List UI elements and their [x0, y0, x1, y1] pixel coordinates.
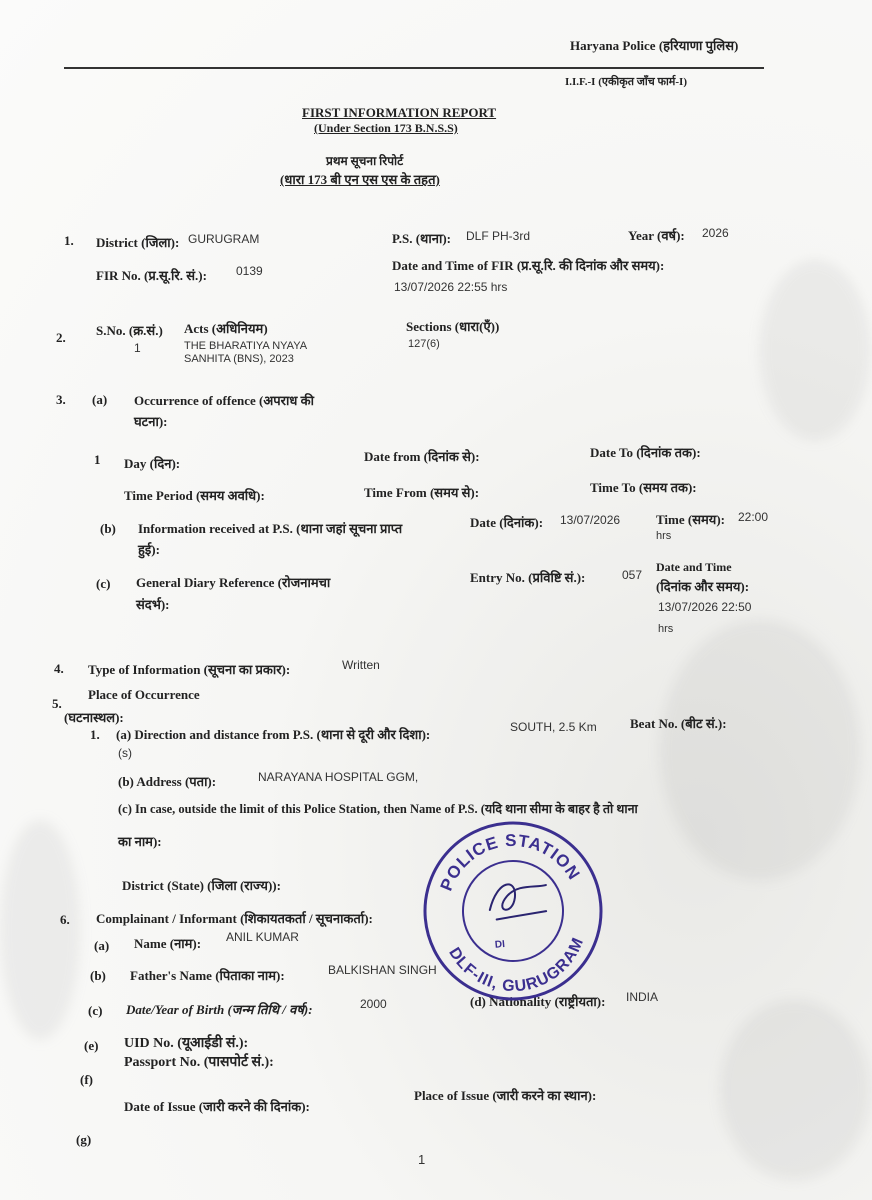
occurrence-label-cont: घटना):	[134, 414, 168, 429]
place-of-occurrence-label-cont: (घटनास्थल):	[64, 710, 124, 725]
date-of-issue-label: Date of Issue (जारी करने की दिनांक):	[124, 1099, 310, 1114]
section-number: 4.	[54, 661, 64, 676]
section-number: 6.	[60, 912, 70, 927]
section-number: 2.	[56, 330, 66, 345]
date-from-label: Date from (दिनांक से):	[364, 449, 480, 464]
act-name-line2: SANHITA (BNS), 2023	[184, 353, 294, 365]
info-date-label: Date (दिनांक):	[470, 515, 544, 530]
time-period-label: Time Period (समय अवधि):	[124, 488, 265, 503]
address-value: NARAYANA HOSPITAL GGM,	[258, 770, 419, 784]
sub-index: (b)	[100, 521, 116, 536]
row-index: 1.	[90, 727, 100, 742]
direction-label: (a) Direction and distance from P.S. (थाना से दूरी और दिशा):	[116, 727, 431, 742]
svg-text:DLF-III, GURUGRAM: DLF-III, GURUGRAM	[445, 934, 588, 996]
act-name-line1: THE BHARATIYA NYAYA	[184, 340, 308, 352]
ps-label: P.S. (थाना):	[392, 231, 451, 246]
date-to-label: Date To (दिनांक तक):	[590, 445, 701, 460]
fir-datetime-label: Date and Time of FIR (प्र.सू.रि. की दिनांक और समय):	[392, 258, 665, 273]
sub-index: (b)	[90, 968, 106, 983]
name-label: Name (नाम):	[134, 936, 202, 951]
info-date-value: 13/07/2026	[560, 513, 621, 527]
paper-scuff	[720, 1000, 870, 1180]
info-time-value: 22:00	[738, 510, 769, 524]
gd-reference-label-cont: संदर्भ):	[136, 597, 170, 612]
place-of-issue-label: Place of Issue (जारी करने का स्थान):	[414, 1088, 597, 1103]
sno-header: S.No. (क्र.सं.)	[96, 323, 163, 338]
dob-label: Date/Year of Birth (जन्म तिथि / वर्ष):	[126, 1002, 313, 1017]
gd-datetime-value: 13/07/2026 22:50	[658, 600, 752, 614]
section-number: 5.	[52, 696, 62, 711]
info-received-label: Information received at P.S. (थाना जहां सूचना प्राप्त	[138, 521, 403, 536]
svg-text:POLICE STATION: POLICE STATION	[436, 830, 584, 894]
outside-ps-label-cont: का नाम):	[118, 834, 162, 849]
sub-index: (g)	[76, 1132, 92, 1147]
nationality-label: (d) Nationality (राष्ट्रीयता):	[470, 994, 606, 1009]
acts-header: Acts (अधिनियम)	[184, 321, 268, 336]
section-number: 1.	[64, 233, 74, 248]
section-value: 127(6)	[408, 338, 440, 350]
sub-index: (c)	[96, 576, 111, 591]
gd-datetime-label-cont: (दिनांक और समय):	[656, 579, 750, 594]
sub-index: (a)	[94, 938, 110, 953]
header-rule	[64, 67, 764, 69]
place-of-occurrence-label: Place of Occurrence	[88, 687, 200, 702]
act-row-sno: 1	[134, 341, 141, 355]
district-label: District (जिला):	[96, 235, 180, 250]
report-title-hindi: प्रथम सूचना रिपोर्ट	[326, 154, 404, 168]
day-label: Day (दिन):	[124, 456, 181, 471]
paper-scuff	[760, 260, 870, 440]
passport-label: Passport No. (पासपोर्ट सं.):	[124, 1055, 274, 1070]
police-station-stamp	[412, 810, 614, 1012]
section-number: 3.	[56, 392, 66, 407]
gd-reference-label: General Diary Reference (रोजनामचा	[136, 575, 331, 590]
sub-index: (a)	[92, 392, 108, 407]
form-number: I.I.F.-I (एकीकृत जाँच फार्म-I)	[565, 76, 687, 88]
sub-index: (e)	[84, 1038, 99, 1053]
uid-label: UID No. (यूआईडी सं.):	[124, 1036, 249, 1051]
info-time-label: Time (समय):	[656, 512, 725, 527]
nationality-value: INDIA	[626, 990, 659, 1004]
report-subtitle-hindi: (धारा 173 बी एन एस एस के तहत)	[280, 172, 440, 187]
outside-ps-label: (c) In case, outside the limit of this Police Station, then Name of P.S. (यदि थाना सीमा के बाहर है तो थाना	[118, 802, 638, 816]
occurrence-label: Occurrence of offence (अपराध की	[134, 393, 314, 408]
header-title: Haryana Police (हरियाणा पुलिस)	[570, 38, 739, 53]
info-received-label-cont: हुई):	[138, 542, 160, 557]
gd-datetime-label: Date and Time	[656, 560, 732, 574]
beat-s: (s)	[118, 746, 132, 760]
paper-scuff	[0, 820, 80, 1040]
name-value: ANIL KUMAR	[226, 930, 299, 944]
district-state-label: District (State) (जिला (राज्य)):	[122, 878, 281, 893]
fir-no-value: 0139	[236, 264, 263, 278]
svg-text:DI: DI	[494, 938, 506, 951]
dob-value: 2000	[360, 997, 387, 1011]
row-index: 1	[94, 452, 101, 467]
sub-index: (f)	[80, 1072, 93, 1087]
report-subtitle: (Under Section 173 B.N.S.S)	[314, 121, 458, 135]
father-name-label: Father's Name (पिताका नाम):	[130, 968, 285, 983]
father-name-value: BALKISHAN SINGH	[328, 963, 437, 977]
report-title: FIRST INFORMATION REPORT	[302, 105, 497, 120]
entry-no-value: 057	[622, 568, 643, 582]
info-type-value: Written	[342, 658, 380, 672]
ps-value: DLF PH-3rd	[466, 229, 531, 243]
fir-no-label: FIR No. (प्र.सू.रि. सं.):	[96, 268, 207, 283]
year-label: Year (वर्ष):	[628, 228, 685, 243]
fir-datetime-value: 13/07/2026 22:55 hrs	[394, 280, 508, 294]
stamp-seal-icon	[412, 810, 614, 1012]
entry-no-label: Entry No. (प्रविष्टि सं.):	[470, 570, 586, 585]
info-time-unit: hrs	[656, 530, 672, 542]
sections-header: Sections (धारा(एँ))	[406, 319, 500, 334]
year-value: 2026	[702, 226, 729, 240]
info-type-label: Type of Information (सूचना का प्रकार):	[88, 662, 291, 677]
time-to-label: Time To (समय तक):	[590, 480, 697, 495]
complainant-label: Complainant / Informant (शिकायतकर्ता / सूचनाकर्ता):	[96, 911, 373, 926]
paper-scuff	[660, 620, 860, 880]
sub-index: (c)	[88, 1003, 103, 1018]
page-number: 1	[418, 1152, 426, 1167]
direction-value: SOUTH, 2.5 Km	[510, 720, 597, 734]
gd-datetime-unit: hrs	[658, 623, 674, 635]
beat-no-label: Beat No. (बीट सं.):	[630, 716, 727, 731]
time-from-label: Time From (समय से):	[364, 485, 480, 500]
district-value: GURUGRAM	[188, 232, 260, 246]
address-label: (b) Address (पता):	[118, 774, 217, 789]
